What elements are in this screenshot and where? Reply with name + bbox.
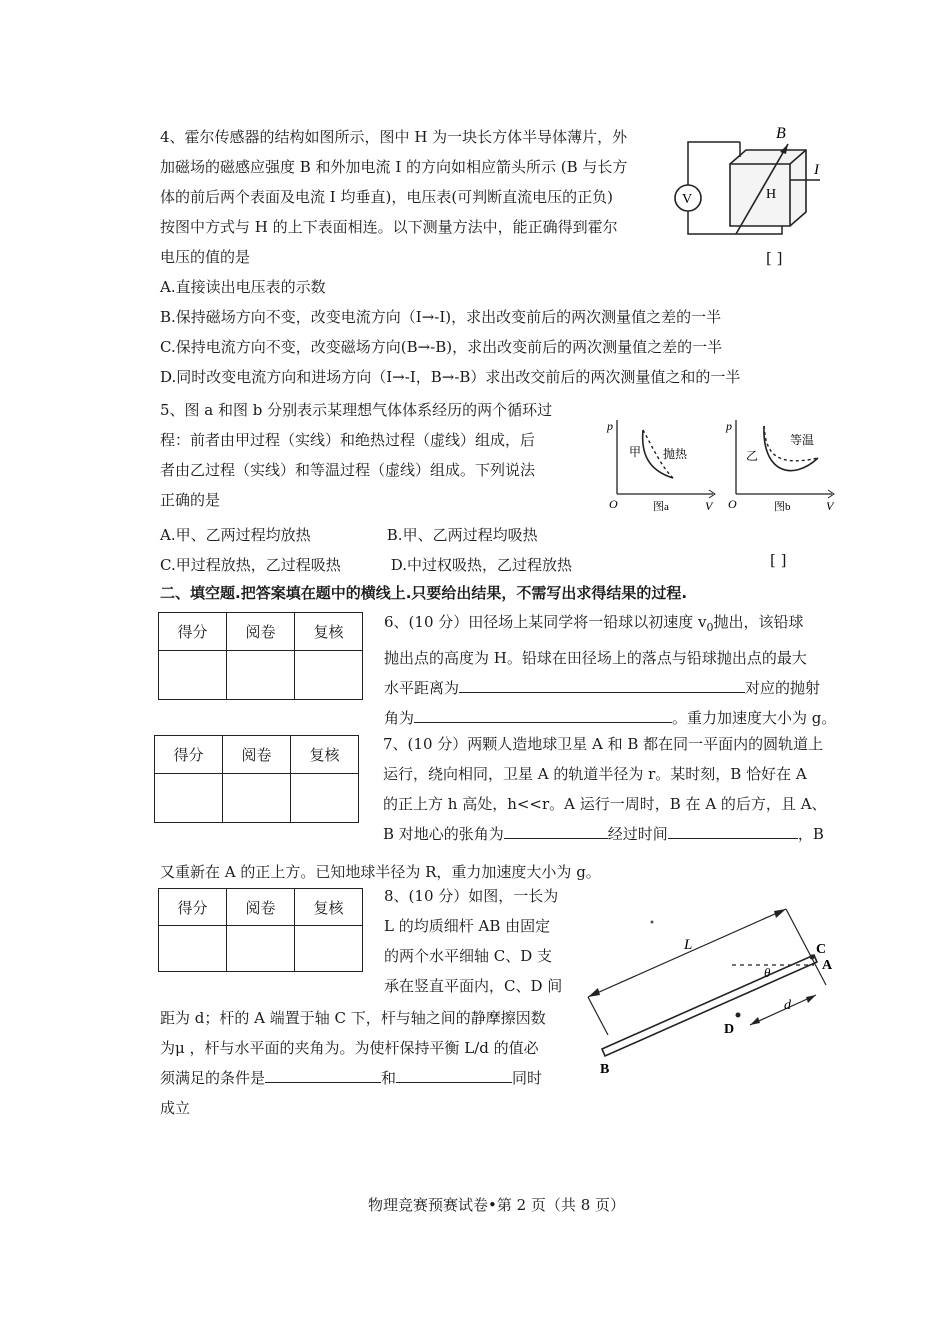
rod-figure: [580, 885, 850, 1080]
answer-blank-condition-1[interactable]: [265, 1066, 381, 1083]
q5-option-c: C.甲过程放热，乙过程吸热: [160, 556, 341, 574]
q7-line: 的正上方 h 高处，h<<r。A 运行一周时，B 在 A 的后方，且 A、: [383, 795, 827, 813]
q8-line: 为μ ，杆与水平面的夹角为。为使杆保持平衡 L/d 的值必: [160, 1039, 539, 1057]
score-cell[interactable]: [227, 926, 295, 972]
q5-option-b: B.甲、乙两过程均吸热: [386, 526, 538, 544]
q7-line: 7、(10 分）两颗人造地球卫星 A 和 B 都在同一平面内的圆轨道上: [383, 735, 824, 753]
answer-blank-angle[interactable]: [414, 706, 672, 723]
q8-stem: [384, 881, 562, 1001]
axis-p-label: p: [726, 419, 732, 433]
score-header: 复核: [295, 889, 363, 926]
score-table-q7: [154, 735, 359, 823]
dashed-process-label: 等温: [790, 433, 815, 447]
hall-sensor-figure: [670, 122, 830, 242]
q8-line: 成立: [160, 1099, 191, 1117]
score-cell[interactable]: [227, 651, 295, 700]
q5-option-d: D.中过权吸热，乙过程放热: [390, 556, 573, 574]
speck-icon: [651, 921, 654, 924]
score-header: 得分: [159, 613, 227, 651]
q5-options: [160, 520, 572, 580]
q8-text: 须满足的条件是: [160, 1069, 266, 1087]
score-table-q6: [158, 612, 363, 700]
q8-line: 距为 d；杆的 A 端置于轴 C 下，杆与轴之间的静摩擦因数: [160, 1009, 546, 1027]
q6: [384, 607, 836, 733]
score-cell[interactable]: [291, 774, 359, 823]
q5-line: 5、图 a 和图 b 分别表示某理想气体体系经历的两个循环过: [160, 401, 553, 419]
score-cell[interactable]: [159, 926, 227, 972]
q4-line: 4、霍尔传感器的结构如图所示，图中 H 为一块长方体半导体薄片，外: [160, 128, 628, 146]
q4-option-a: A.直接读出电压表的示数: [160, 278, 326, 296]
q8-text: 和: [381, 1069, 397, 1087]
score-cell[interactable]: [155, 774, 223, 823]
q7: [383, 729, 827, 849]
q4-line: 加磁场的磁感应强度 B 和外加电流 I 的方向如相应箭头所示 (B 与长方: [160, 158, 628, 176]
q4-options: [160, 272, 740, 392]
current-i-label: I: [814, 162, 819, 178]
process-label: 甲: [629, 445, 642, 459]
figure-caption: 图a: [653, 501, 669, 513]
dashed-process-label: 抛热: [663, 447, 688, 461]
length-l-label: L: [684, 937, 693, 953]
q8-body: [160, 1003, 546, 1123]
point-b-label: B: [600, 1062, 610, 1077]
score-header: 复核: [291, 736, 359, 774]
q7-line: 运行，绕向相同，卫星 A 的轨道半径为 r。某时刻，B 恰好在 A: [383, 765, 807, 783]
point-a-label: A: [822, 958, 833, 973]
q4-option-d: D.同时改变电流方向和进场方向（I→-I，B→-B）求出改交前后的两次测量值之和的一半: [160, 368, 741, 386]
origin-label: O: [609, 497, 618, 511]
score-cell[interactable]: [295, 926, 363, 972]
answer-blank-angle[interactable]: [504, 822, 608, 839]
q8-line: 承在竖直平面内，C、D 间: [384, 977, 563, 995]
score-cell[interactable]: [223, 774, 291, 823]
q5-line: 程：前者由甲过程（实线）和绝热过程（虚线）组成，后: [160, 431, 536, 449]
point-d-label: D: [724, 1022, 735, 1037]
q6-text: 角为: [384, 709, 415, 727]
section-2-title: 二、填空题.把答案填在题中的横线上.只要给出结果，不需写出求得结果的过程.: [160, 584, 688, 602]
q6-line: 抛出点的高度为 H。铅球在田径场上的落点与铅球抛出点的最大: [384, 649, 807, 667]
pv-diagram-a: [605, 412, 725, 514]
page-footer: 物理竞赛预赛试卷•第 2 页（共 8 页）: [368, 1196, 626, 1214]
q6-text: 对应的抛射: [745, 679, 821, 697]
distance-d-label: d: [784, 998, 791, 1013]
axis-p-label: p: [607, 419, 613, 433]
q4-stem: [160, 122, 627, 272]
q4-option-c: C.保持电流方向不变，改变磁场方向(B→-B)，求出改变前后的两次测量值之差的一半: [160, 338, 723, 356]
process-label: 乙: [746, 449, 759, 463]
q4-option-b: B.保持磁场方向不变，改变电流方向（I→-I)，求出改变前后的两次测量值之差的一半: [160, 308, 722, 326]
q6-text: 。重力加速度大小为 g。: [672, 709, 837, 727]
q7-text: 经过时间: [607, 825, 668, 843]
axis-v-label: V: [826, 499, 834, 513]
q4-answer-bracket: [ ]: [766, 249, 783, 267]
answer-blank-condition-2[interactable]: [396, 1066, 512, 1083]
answer-blank-distance[interactable]: [459, 676, 745, 693]
q5-line: 正确的是: [160, 491, 221, 509]
q4-line: 电压的值的是: [160, 248, 251, 266]
q8-text: 同时: [512, 1069, 543, 1087]
figure-caption: 图b: [774, 501, 791, 513]
q6-line: 抛出，该铅球: [713, 613, 804, 631]
q7-line: 又重新在 A 的正上方。已知地球半径为 R，重力加速度大小为 g。: [160, 863, 601, 881]
score-header: 阅卷: [227, 613, 295, 651]
score-header: 得分: [159, 889, 227, 926]
score-header: 阅卷: [223, 736, 291, 774]
field-b-label: B: [776, 125, 786, 142]
q6-text: 水平距离为: [384, 679, 460, 697]
axis-v-label: V: [705, 499, 713, 513]
voltmeter-label: V: [682, 192, 693, 207]
q5-answer-bracket: [ ]: [770, 551, 787, 569]
score-cell[interactable]: [295, 651, 363, 700]
q8-line: 的两个水平细轴 C、D 支: [384, 947, 553, 965]
q6-subscript: 0: [706, 621, 714, 634]
point-c-label: C: [816, 942, 827, 957]
angle-theta-label: θ: [764, 965, 771, 980]
origin-label: O: [728, 497, 737, 511]
axle-d-icon: [736, 1013, 741, 1018]
score-header: 阅卷: [227, 889, 295, 926]
axle-c-icon: [810, 955, 815, 960]
score-header: 复核: [295, 613, 363, 651]
q7-text: B 对地心的张角为: [383, 825, 504, 843]
score-table-q8: [158, 888, 363, 972]
answer-blank-time[interactable]: [668, 822, 798, 839]
q5-stem: [160, 395, 552, 515]
score-header: 得分: [155, 736, 223, 774]
q7-text: ，B: [797, 825, 824, 843]
q4-line: 体的前后两个表面及电流 I 均垂直)，电压表(可判断直流电压的正负): [160, 188, 614, 206]
q5-line: 者由乙过程（实线）和等温过程（虚线）组成。下列说法: [160, 461, 536, 479]
score-cell[interactable]: [159, 651, 227, 700]
slab-h-label: H: [766, 187, 777, 202]
pv-diagram-b: [722, 412, 840, 514]
q8-line: 8、(10 分）如图，一长为: [384, 887, 559, 905]
q6-line: 6、(10 分）田径场上某同学将一铅球以初速度 v: [384, 613, 707, 631]
q5-option-a: A.甲、乙两过程均放热: [160, 526, 311, 544]
q8-line: L 的均质细杆 AB 由固定: [384, 917, 551, 935]
q4-line: 按图中方式与 H 的上下表面相连。以下测量方法中，能正确得到霍尔: [160, 218, 618, 236]
